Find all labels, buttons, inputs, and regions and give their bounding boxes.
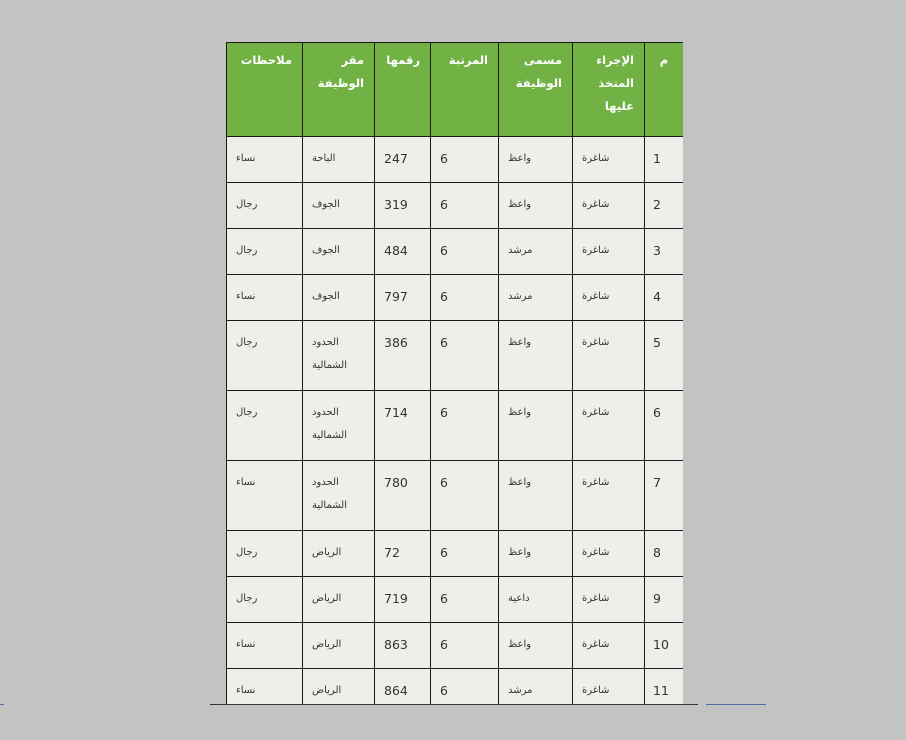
cell-title: واعظ <box>499 137 573 183</box>
cell-action: شاغرة <box>573 577 645 623</box>
header-action: الإجراء المتخذ عليها <box>573 43 645 137</box>
table-row <box>227 137 684 183</box>
cell-title: واعظ <box>499 461 573 531</box>
cell-action: شاغرة <box>573 137 645 183</box>
vacant-jobs-table <box>226 42 683 704</box>
cell-location: الجوف <box>303 275 375 321</box>
cell-notes: نساء <box>227 461 303 531</box>
page-edge-line <box>706 704 766 705</box>
cell-idx: 9 <box>645 577 684 623</box>
cell-number: 386 <box>375 321 431 391</box>
cell-action: شاغرة <box>573 391 645 461</box>
cell-idx: 4 <box>645 275 684 321</box>
cell-idx: 7 <box>645 461 684 531</box>
header-title: مسمى الوظيفة <box>499 43 573 137</box>
cell-action: شاغرة <box>573 183 645 229</box>
cell-number: 719 <box>375 577 431 623</box>
cell-notes: رجال <box>227 531 303 577</box>
cell-location: الحدود الشمالية <box>303 321 375 391</box>
table-row <box>227 461 684 531</box>
header-number: رقمها <box>375 43 431 137</box>
table-header-row <box>227 43 684 137</box>
cell-number: 484 <box>375 229 431 275</box>
cell-grade: 6 <box>431 229 499 275</box>
cell-location: الرياض <box>303 531 375 577</box>
table-row <box>227 229 684 275</box>
cell-idx: 6 <box>645 391 684 461</box>
cell-grade: 6 <box>431 275 499 321</box>
cell-grade: 6 <box>431 669 499 705</box>
cell-grade: 6 <box>431 531 499 577</box>
cell-title: داعية <box>499 577 573 623</box>
table-row <box>227 183 684 229</box>
cell-location: الجوف <box>303 183 375 229</box>
cell-idx: 10 <box>645 623 684 669</box>
cell-grade: 6 <box>431 577 499 623</box>
table-row <box>227 669 684 705</box>
table-row <box>227 391 684 461</box>
cell-title: مرشد <box>499 275 573 321</box>
cell-idx: 3 <box>645 229 684 275</box>
cell-title: مرشد <box>499 229 573 275</box>
cell-number: 863 <box>375 623 431 669</box>
table-row <box>227 531 684 577</box>
cell-grade: 6 <box>431 461 499 531</box>
cell-location: الرياض <box>303 577 375 623</box>
cell-notes: رجال <box>227 229 303 275</box>
document-page <box>226 42 683 704</box>
cell-idx: 5 <box>645 321 684 391</box>
cell-grade: 6 <box>431 321 499 391</box>
cell-action: شاغرة <box>573 623 645 669</box>
cell-title: واعظ <box>499 183 573 229</box>
cell-idx: 2 <box>645 183 684 229</box>
cell-title: واعظ <box>499 391 573 461</box>
cell-title: مرشد <box>499 669 573 705</box>
table-row <box>227 623 684 669</box>
page-edge-line <box>0 704 4 705</box>
cell-notes: نساء <box>227 275 303 321</box>
cell-notes: نساء <box>227 669 303 705</box>
table-row <box>227 321 684 391</box>
cell-grade: 6 <box>431 183 499 229</box>
cell-title: واعظ <box>499 321 573 391</box>
header-location: مقر الوظيفة <box>303 43 375 137</box>
header-idx: م <box>645 43 684 137</box>
cell-number: 247 <box>375 137 431 183</box>
cell-number: 780 <box>375 461 431 531</box>
cell-number: 714 <box>375 391 431 461</box>
cell-number: 797 <box>375 275 431 321</box>
cell-location: الباحة <box>303 137 375 183</box>
cell-title: واعظ <box>499 623 573 669</box>
cell-notes: نساء <box>227 137 303 183</box>
cell-idx: 8 <box>645 531 684 577</box>
cell-location: الحدود الشمالية <box>303 461 375 531</box>
cell-title: واعظ <box>499 531 573 577</box>
header-notes: ملاحظات <box>227 43 303 137</box>
cell-action: شاغرة <box>573 321 645 391</box>
cell-notes: رجال <box>227 391 303 461</box>
cell-number: 319 <box>375 183 431 229</box>
cell-grade: 6 <box>431 391 499 461</box>
cell-location: الرياض <box>303 623 375 669</box>
cell-action: شاغرة <box>573 531 645 577</box>
cell-idx: 1 <box>645 137 684 183</box>
table-row <box>227 275 684 321</box>
page-edge-line <box>210 704 698 705</box>
cell-location: الجوف <box>303 229 375 275</box>
cell-action: شاغرة <box>573 669 645 705</box>
cell-idx: 11 <box>645 669 684 705</box>
cell-action: شاغرة <box>573 229 645 275</box>
cell-location: الرياض <box>303 669 375 705</box>
cell-action: شاغرة <box>573 461 645 531</box>
cell-number: 72 <box>375 531 431 577</box>
cell-notes: رجال <box>227 577 303 623</box>
cell-grade: 6 <box>431 623 499 669</box>
cell-notes: نساء <box>227 623 303 669</box>
cell-notes: رجال <box>227 321 303 391</box>
header-grade: المرتبة <box>431 43 499 137</box>
table-row <box>227 577 684 623</box>
cell-location: الحدود الشمالية <box>303 391 375 461</box>
cell-notes: رجال <box>227 183 303 229</box>
cell-grade: 6 <box>431 137 499 183</box>
cell-action: شاغرة <box>573 275 645 321</box>
cell-number: 864 <box>375 669 431 705</box>
